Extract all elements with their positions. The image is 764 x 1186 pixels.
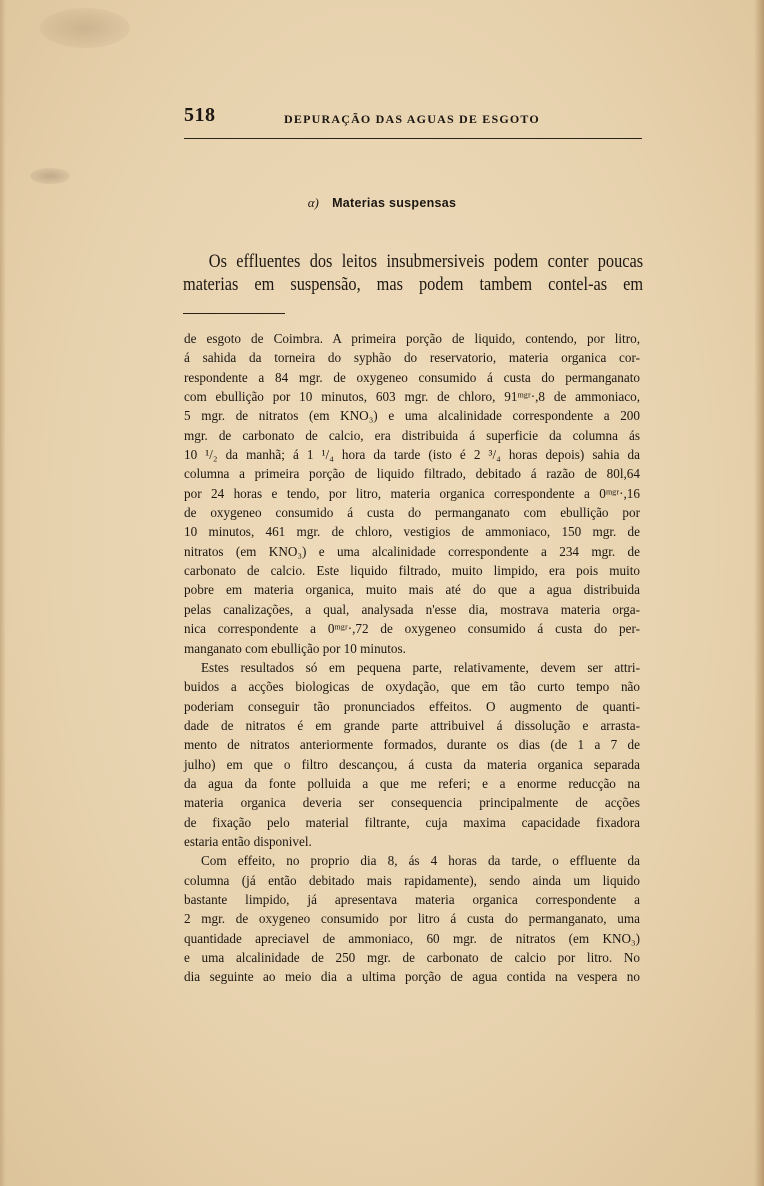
page-edge-shadow-right: [754, 0, 764, 1186]
footnote-line: columna a primeira porção de liquido filtrado, debitado á razão de 80l,64: [184, 466, 640, 482]
footnote-line: de esgoto de Coimbra. A primeira porção de liquido, contendo, por litro,: [184, 331, 640, 346]
page-number: 518: [184, 104, 216, 126]
footnote-line: por 24 horas e tendo, por litro, materia organica correspondente a 0ᵐᵍʳ·,16: [184, 485, 640, 501]
footnote-line: columna (já então debitado mais rapidamente), sendo ainda um liquido: [184, 872, 640, 888]
footnote-line: julho) em que o filtro descançou, á custa da materia organica separada: [184, 756, 640, 772]
footnote-line: respondente a 84 mgr. de oxygeneo consumido á custa do permanganato: [184, 369, 640, 385]
footnote-line: á sahida da torneira do syphão do reservatorio, materia organica cor-: [184, 350, 640, 366]
section-heading: [0, 195, 764, 211]
footnote-line: nica correspondente a 0ᵐᵍʳ·,72 de oxygeneo consumido á custa do per-: [184, 621, 640, 637]
footnote-line: de fixação pelo material filtrante, cuja maxima capacidade fixadora: [184, 814, 640, 830]
footnote-line: com ebullição por 10 minutos, 603 mgr. de chloro, 91ᵐᵍʳ·,8 de ammoniaco,: [184, 389, 640, 405]
footnote-line: 10 minutos, 461 mgr. de chloro, vestigios de ammoniaco, 150 mgr. de: [184, 524, 640, 540]
footnote-line: mgr. de carbonato de calcio, era distribuida á superficie da columna ás: [184, 427, 640, 443]
paragraph-line: Os effluentes dos leitos insubmersiveis podem conter poucas: [208, 251, 644, 272]
footnote-line: dia seguinte ao meio dia a ultima porção de agua contida na vespera no: [184, 969, 640, 985]
footnote-line: pelas canalizações, a qual, analysada n'esse dia, mostrava materia orga-: [184, 601, 640, 617]
footnote-text: [184, 329, 640, 987]
section-title: Materias suspensas: [332, 196, 457, 210]
section-marker: α): [307, 195, 319, 210]
footnote-line: estaria então disponivel.: [184, 833, 312, 849]
footnote-line: poderiam conseguir tão pronunciados effeitos. O augmento de quanti-: [184, 698, 640, 714]
footnote-line: quantidade apreciavel de ammoniaco, 60 mgr. de nitratos (em KNO₃): [184, 930, 640, 946]
footnote-line: pobre em materia organica, muito mais até do que a agua distribuida: [184, 582, 640, 598]
running-header: [184, 104, 642, 132]
footnote-line: de oxygeneo consumido á custa do permanganato com ebullição por: [184, 505, 640, 521]
footnote-line: mento de nitratos anteriormente formados, durante os dias (de 1 a 7 de: [184, 737, 640, 753]
page-edge-shadow-left: [0, 0, 6, 1186]
footnote-line: 5 mgr. de nitratos (em KNO₃) e uma alcalinidade correspondente a 200: [184, 408, 640, 424]
footnote-line: carbonato de calcio. Este liquido filtrado, muito limpido, era pois muito: [184, 563, 640, 579]
footnote-line: Com effeito, no proprio dia 8, ás 4 horas da tarde, o effluente da: [201, 853, 640, 869]
footnote-line: bastante limpido, já apresentava materia organica correspondente a: [184, 891, 640, 907]
footnote-line: e uma alcalinidade de 250 mgr. de carbonato de calcio por litro. No: [184, 950, 640, 965]
footnote-line: materia organica deveria ser consequencia principalmente de acções: [184, 795, 640, 811]
footnote-rule: [183, 313, 285, 314]
footnote-line: 2 mgr. de oxygeneo consumido por litro á custa do permanganato, uma: [184, 911, 640, 927]
footnote-line: Estes resultados só em pequena parte, relativamente, devem ser attri-: [201, 659, 640, 675]
paper-stain: [40, 8, 130, 48]
footnote-line: 10 ¹/₂ da manhã; á 1 ¹/₄ hora da tarde (isto é 2 ³/₄ horas depois) sahia da: [184, 447, 640, 463]
footnote-line: da agua da fonte polluida a que me referi; e a enorme reducção na: [184, 775, 640, 791]
footnote-line: buidos a acções biologicas de oxydação, que em tão curto tempo não: [184, 679, 640, 695]
footnote-line: nitratos (em KNO₃) e uma alcalinidade correspondente a 234 mgr. de: [184, 543, 640, 559]
body-paragraph: [183, 250, 643, 296]
paragraph-line: materias em suspensão, mas podem tambem contel-as em: [183, 274, 644, 295]
running-title: DEPURAÇÃO DAS AGUAS DE ESGOTO: [284, 112, 540, 126]
header-rule: [184, 138, 642, 139]
footnote-line: manganato com ebullição por 10 minutos.: [184, 640, 406, 656]
paper-stain: [30, 168, 70, 184]
footnote-line: dade de nitratos é em grande parte attribuivel á dissolução e arrasta-: [184, 717, 640, 733]
